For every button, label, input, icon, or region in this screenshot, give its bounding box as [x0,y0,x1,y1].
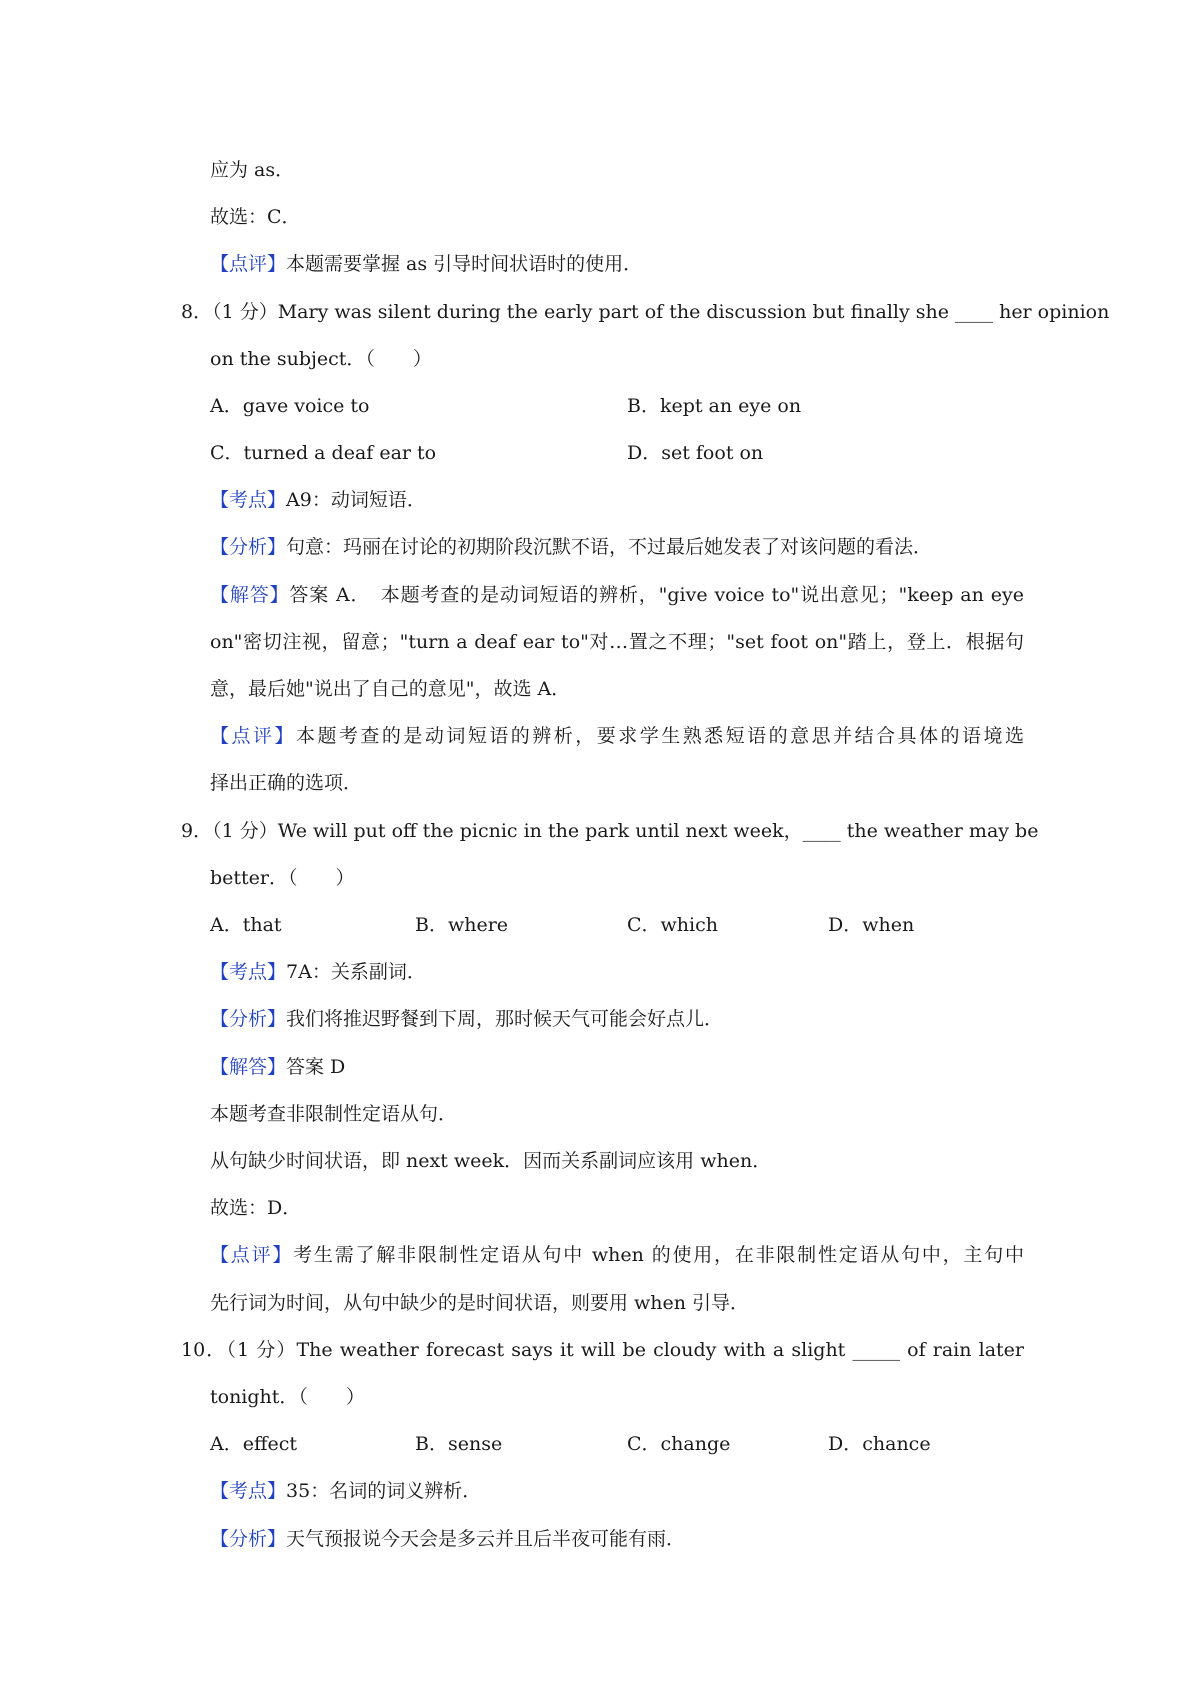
question-9-options [0,910,1200,940]
dianping-line [0,721,1200,751]
question-8-options-row1 [0,391,1200,421]
dianping-line [0,1240,1200,1270]
dianping-tag: 【点评】 [210,725,296,747]
fenxi-line [0,1004,1200,1034]
jieda-line-cont: 故选：D． [210,1197,302,1219]
jieda-tag: 【解答】 [210,1056,287,1078]
jieda-line-cont: 本题考查非限制性定语从句． [210,1103,458,1125]
question-9-stem: 9．（1 分）We will put off the picnic in the park until next week，____ the weather may be [181,820,1039,842]
fenxi-line [0,532,1200,562]
option-c: C．change [627,1433,731,1455]
dianping-line-cont: 先行词为时间，从句中缺少的是时间状语，则要用 when 引导． [210,1292,750,1314]
kaodian-text: 7A：关系副词． [286,961,426,983]
fenxi-text: 句意：玛丽在讨论的初期阶段沉默不语，不过最后她发表了对该问题的看法． [286,536,933,558]
review-tag: 【点评】 [210,253,287,275]
question-10-stem: 10．（1 分）The weather forecast says it will be cloudy with a slight _____ of rain later [181,1339,1024,1361]
dianping-tag: 【点评】 [210,1244,294,1266]
option-a: A．that [210,914,282,936]
question-8-options-row2 [0,438,1200,468]
dianping-line-cont: 择出正确的选项． [210,772,363,794]
question-10-options [0,1429,1200,1459]
question-10-stem-cont: tonight．（ ） [210,1386,365,1408]
kaodian-tag: 【考点】 [210,489,287,511]
question-9-stem-cont: better．（ ） [210,867,355,889]
jieda-line-cont: on"密切注视，留意；"turn a deaf ear to"对…置之不理；"set foot on"踏上，登上．根据句 [210,631,1024,653]
review-text: 本题需要掌握 as 引导时间状语时的使用． [286,253,643,275]
text-line: 应为 as． [210,159,295,181]
fenxi-text: 我们将推迟野餐到下周，那时候天气可能会好点儿． [286,1008,724,1030]
option-b: B．kept an eye on [627,395,802,417]
dianping-text: 本题考查的是动词短语的辨析，要求学生熟悉短语的意思并结合具体的语境选 [295,725,1024,747]
option-d: D．when [828,914,915,936]
kaodian-text: 35：名词的词义辨析． [286,1480,482,1502]
fenxi-tag: 【分析】 [210,536,287,558]
option-b: B．sense [415,1433,503,1455]
jieda-text: 答案 D [286,1056,346,1078]
option-c: C．turned a deaf ear to [210,442,437,464]
option-a: A．effect [210,1433,297,1455]
option-d: D．chance [828,1433,931,1455]
option-c: C．which [627,914,718,936]
kaodian-tag: 【考点】 [210,1480,287,1502]
jieda-text: 答案 A． 本题考查的是动词短语的辨析，"give voice to"说出意见；"keep an eye [289,584,1024,606]
jieda-line-cont: 从句缺少时间状语，即 next week．因而关系副词应该用 when． [210,1150,772,1172]
kaodian-line [0,957,1200,987]
dianping-text: 考生需了解非限制性定语从句中 when 的使用，在非限制性定语从句中，主句中 [293,1244,1024,1266]
text-line: 故选：C． [210,206,301,228]
jieda-tag: 【解答】 [210,584,290,606]
option-d: D．set foot on [627,442,764,464]
fenxi-tag: 【分析】 [210,1528,287,1550]
fenxi-tag: 【分析】 [210,1008,287,1030]
question-8-stem-cont: on the subject．（ ） [210,348,432,370]
jieda-line [0,1052,1200,1082]
question-8-stem: 8．（1 分）Mary was silent during the early part of the discussion but finally she ____ her opinion [181,301,1110,323]
review-line [0,249,1200,279]
jieda-line-cont: 意，最后她"说出了自己的意见"，故选 A． [210,678,571,700]
kaodian-tag: 【考点】 [210,961,287,983]
option-b: B．where [415,914,509,936]
kaodian-line [0,485,1200,515]
option-a: A．gave voice to [210,395,370,417]
kaodian-text: A9：动词短语． [286,489,426,511]
jieda-line [0,580,1200,610]
fenxi-line [0,1524,1200,1554]
fenxi-text: 天气预报说今天会是多云并且后半夜可能有雨． [286,1528,686,1550]
kaodian-line [0,1476,1200,1506]
